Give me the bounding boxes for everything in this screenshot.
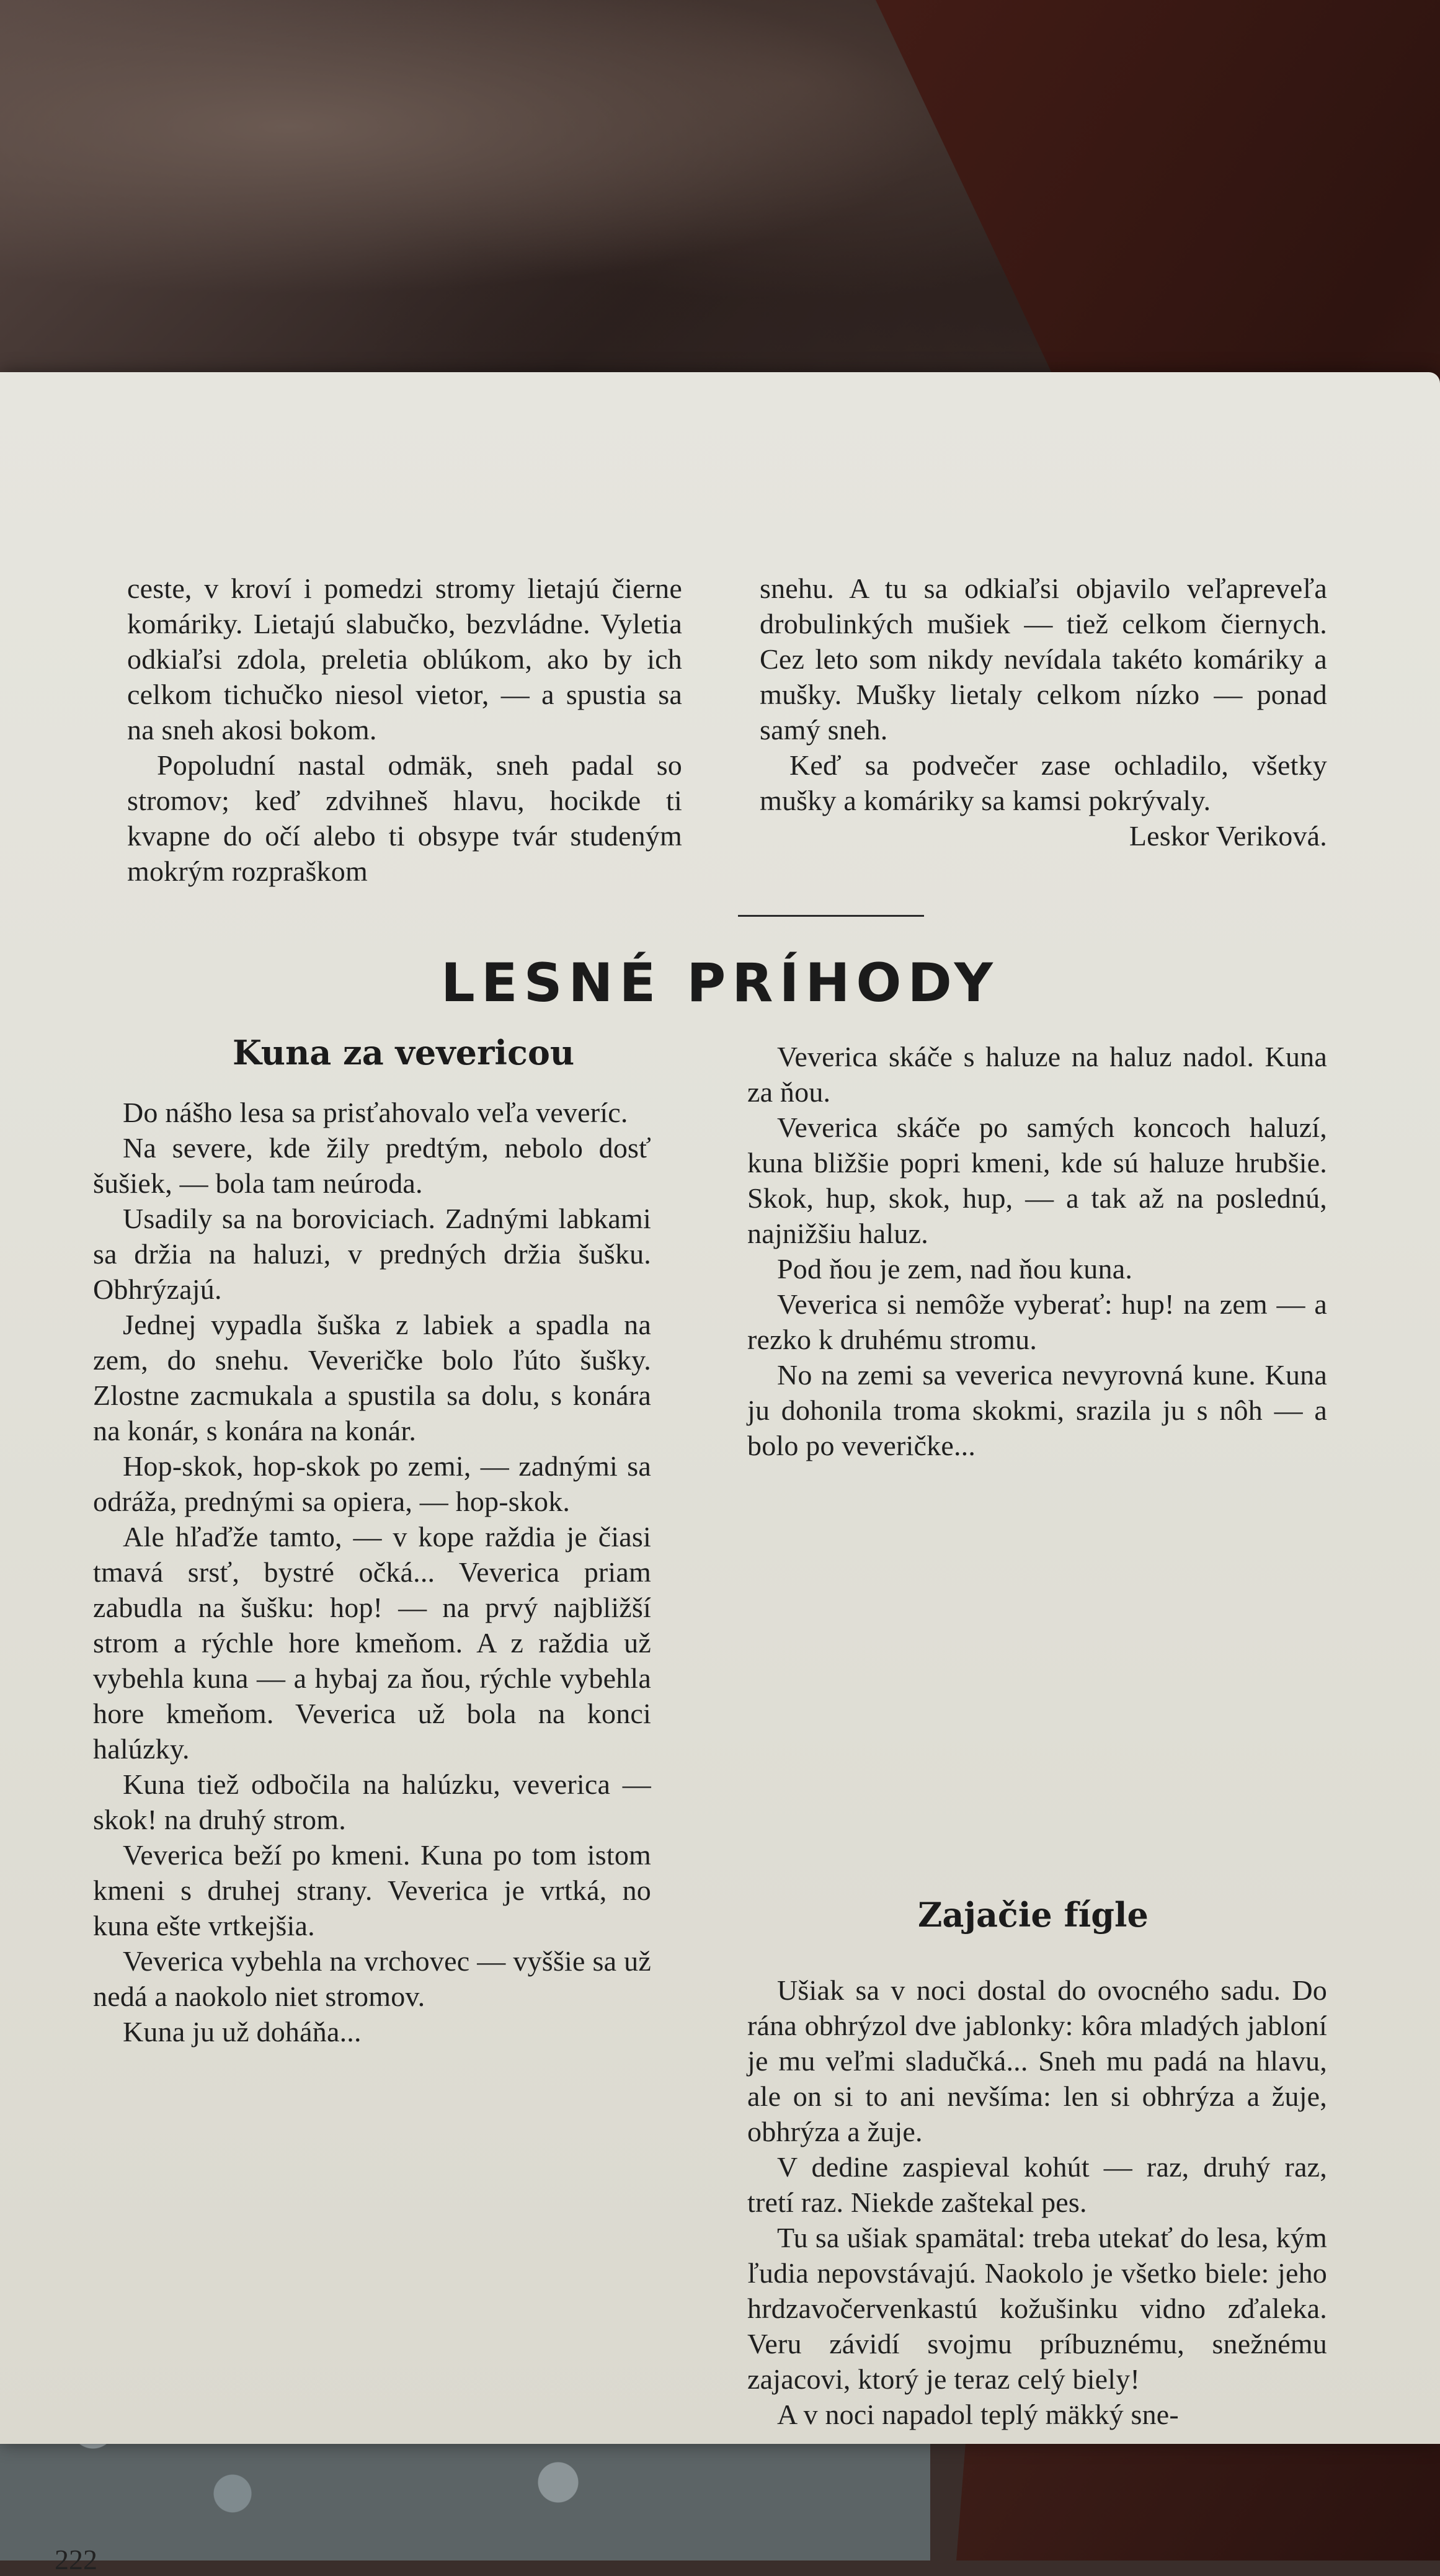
author-signature: Leskor Veriková. (1129, 820, 1327, 852)
top-left-paragraph-2: Popoludní nastal odmäk, sneh padal so stromov; keď zdvihneš hlavu, hocikde ti kvapne do očí alebo ti obsype tvár studeným mokrým rozpraškom (127, 749, 682, 887)
top-right-paragraph-1: snehu. A tu sa odkiaľsi objavilo veľapreveľa drobulinkých mušiek — tiež celkom čiernych. Cez leto som nikdy nevídala takéto komáriky a mušky. Mušky lietaly celkom nízko — ponad samý sneh. (760, 573, 1327, 746)
top-right-paragraph-2: Keď sa podvečer zase ochladilo, všetky mušky a komáriky sa kamsi pokrývaly. (760, 749, 1327, 816)
story1-paragraph: Veverica si nemôže vyberať: hup! na zem — a rezko k druhému stromu. (747, 1288, 1327, 1355)
story1-paragraph: Pod ňou je zem, nad ňou kuna. (777, 1253, 1133, 1285)
story1-paragraph: No na zemi sa veverica nevyrovná kune. Kuna ju dohonila troma skokmi, srazila ju s nôh — a bolo po veveričke... (747, 1359, 1327, 1461)
story1-right-column (747, 1039, 1327, 1463)
story1-paragraph: Kuna tiež odbočila na halúzku, veverica — skok! na druhý strom. (93, 1768, 651, 1835)
top-left-column (127, 571, 682, 889)
story1-paragraph: Kuna ju už doháňa... (123, 2016, 362, 2048)
section-divider (738, 915, 924, 917)
story1-paragraph: Na severe, kde žily predtým, nebolo dosť šušiek, — bola tam neúroda. (93, 1132, 651, 1199)
book-page (0, 372, 1440, 2575)
story1-paragraph: Jednej vypadla šuška z labiek a spadla na zem, do snehu. Veveričke bolo ľúto šušky. Zlostne zacmukala a spustila sa dolu, s konára na konár, s konára na konár. (93, 1309, 651, 1446)
story1-paragraph: Veverica beží po kmeni. Kuna po tom istom kmeni s druhej strany. Veverica je vrtká, no kuna ešte vrtkejšia. (93, 1839, 651, 1941)
page-number: 222 (55, 2544, 97, 2575)
story2-paragraph: Ušiak sa v noci dostal do ovocného sadu. Do rána obhrýzol dve jablonky: kôra mladých jabloní je mu veľmi sladučká... Sneh mu padá na hlavu, ale on si to ani nevšíma: len si obhrýza a žuje, obhrýza a žuje. (747, 1974, 1327, 2147)
section-title: LESNÉ PRÍHODY (441, 952, 999, 1014)
story1-paragraph: Do nášho lesa sa prisťahovalo veľa veveríc. (123, 1097, 628, 1128)
story2-column (747, 1972, 1327, 2432)
story1-paragraph: Veverica skáče s haluze na haluz nadol. Kuna za ňou. (747, 1041, 1327, 1108)
story1-paragraph: Veverica vybehla na vrchovec — vyššie sa už nedá a naokolo niet stromov. (93, 1945, 651, 2012)
top-right-column (760, 571, 1327, 853)
story1-paragraph: Hop-skok, hop-skok po zemi, — zadnými sa odráža, prednými sa opiera, — hop-skok. (93, 1450, 651, 1517)
story2-paragraph: A v noci napadol teplý mäkký sne- (777, 2399, 1179, 2430)
story1-title: Kuna za vevericou (233, 1033, 575, 1072)
story2-title: Zajačie fígle (918, 1895, 1149, 1935)
story2-paragraph: Tu sa ušiak spamätal: treba utekať do lesa, kým ľudia nepovstávajú. Naokolo je všetko biele: jeho hrdzavočervenkastú kožušinku vidno zďaleka. Veru závidí svojmu príbuznému, snežnému zajacovi, ktorý je teraz celý biely! (747, 2222, 1327, 2395)
story1-paragraph: Veverica skáče po samých koncoch haluzí, kuna bližšie popri kmeni, kde sú haluze hrubšie. Skok, hup, skok, hup, — a tak až na poslednú, najnižšiu haluz. (747, 1112, 1327, 1249)
story1-left-column (93, 1095, 651, 2049)
top-left-paragraph-1: ceste, v kroví i pomedzi stromy lietajú čierne komáriky. Lietajú slabučko, bezvládne. Vyletia odkiaľsi zdola, preletia oblúkom, ako by ich celkom tichučko niesol vietor, — a spustia sa na sneh akosi bokom. (127, 573, 682, 746)
story1-paragraph: Usadily sa na boroviciach. Zadnými labkami sa držia na haluzi, v predných držia šušku. Obhrýzajú. (93, 1203, 651, 1305)
story1-paragraph: Ale hľaďže tamto, — v kope raždia je čiasi tmavá srsť, bystré očká... Veverica priam zabudla na šušku: hop! — na prvý najbližší strom a rýchle hore kmeňom. A z raždia už vybehla kuna — a hybaj za ňou, rýchle vybehla hore kmeňom. Veverica už bola na konci halúzky. (93, 1521, 651, 1765)
story2-paragraph: V dedine zaspieval kohút — raz, druhý raz, tretí raz. Niekde zaštekal pes. (747, 2151, 1327, 2218)
